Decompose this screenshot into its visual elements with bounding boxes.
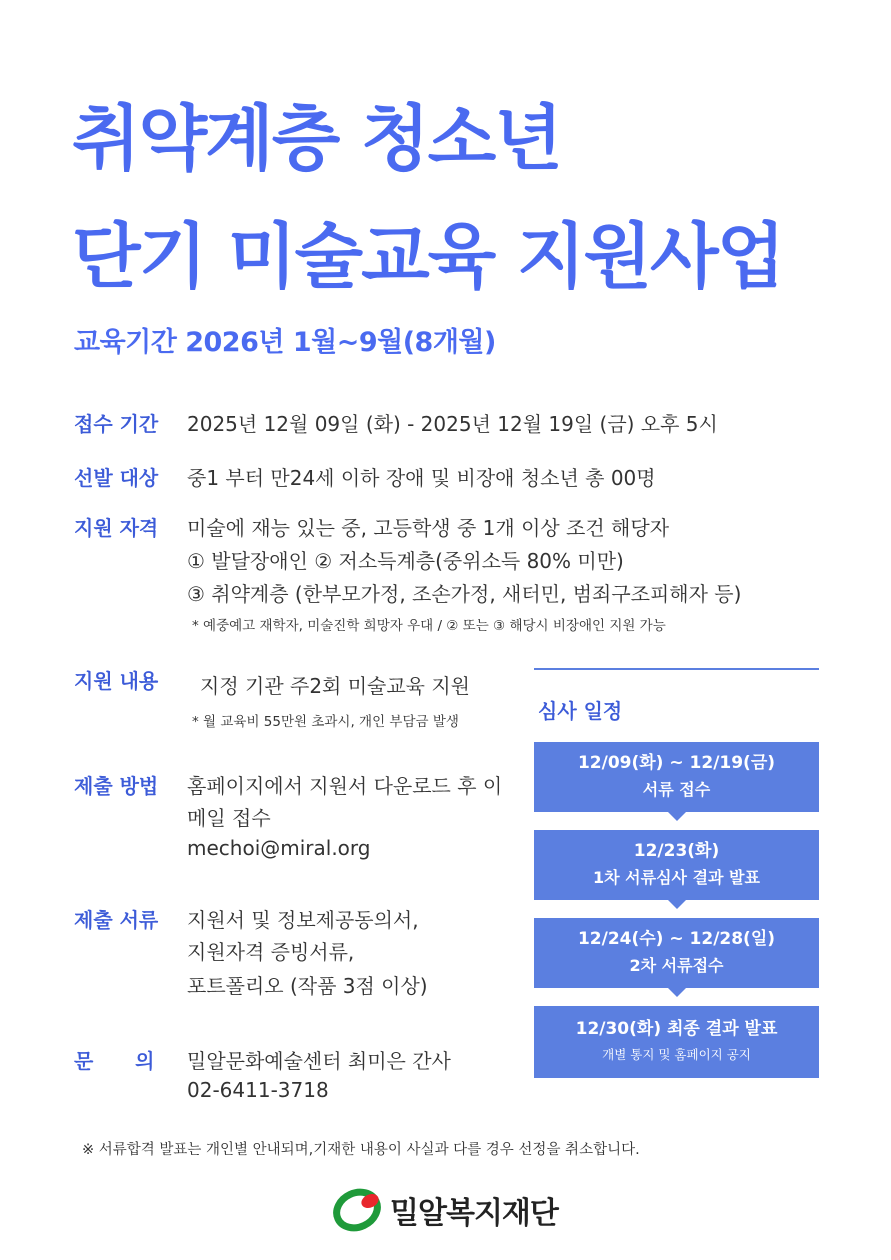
qualification-note: * 예중예고 재학자, 미술진학 희망자 우대 / ② 또는 ③ 해당시 비장애인 지원 가능 bbox=[192, 618, 666, 634]
schedule-step-4 bbox=[534, 1006, 819, 1078]
schedule-step-1 bbox=[534, 742, 819, 812]
reception-value: 2025년 12월 09일 (화) - 2025년 12월 19일 (금) 오후 5시 bbox=[187, 412, 718, 436]
method-label: 제출 방법 bbox=[74, 774, 159, 798]
content-value: 지정 기관 주2회 미술교육 지원 bbox=[200, 674, 470, 698]
schedule-step-date: 12/23(화) bbox=[633, 841, 720, 861]
arrow-down-icon bbox=[668, 812, 686, 821]
foundation-logo bbox=[332, 1188, 558, 1232]
content-label: 지원 내용 bbox=[74, 669, 159, 693]
schedule-step-date: 12/09(화) ~ 12/19(금) bbox=[577, 753, 776, 773]
method-line: 홈페이지에서 지원서 다운로드 후 이 bbox=[187, 774, 503, 798]
schedule-divider bbox=[534, 668, 819, 670]
method-line: 메일 접수 bbox=[187, 806, 271, 830]
foundation-name: 밀알복지재단 bbox=[390, 1196, 558, 1231]
schedule-step-desc: 2차 서류접수 bbox=[629, 956, 724, 975]
arrow-down-icon bbox=[668, 900, 686, 909]
target-value: 중1 부터 만24세 이하 장애 및 비장애 청소년 총 00명 bbox=[187, 466, 656, 490]
documents-line: 포트폴리오 (작품 3점 이상) bbox=[187, 974, 428, 998]
schedule-step-3 bbox=[534, 918, 819, 988]
method-email[interactable]: mechoi@miral.org bbox=[187, 836, 371, 860]
schedule-step-desc: 1차 서류심사 결과 발표 bbox=[593, 868, 760, 887]
qualification-line: 미술에 재능 있는 중, 고등학생 중 1개 이상 조건 해당자 bbox=[187, 516, 670, 540]
miral-logo-icon bbox=[332, 1188, 384, 1232]
documents-line: 지원서 및 정보제공동의서, bbox=[187, 908, 419, 932]
schedule-step-desc: 서류 접수 bbox=[642, 780, 711, 799]
target-label: 선발 대상 bbox=[74, 466, 159, 490]
arrow-down-icon bbox=[668, 988, 686, 997]
documents-line: 지원자격 증빙서류, bbox=[187, 940, 355, 964]
main-title-line2: 단기 미술교육 지원사업 bbox=[72, 215, 784, 298]
education-period: 교육기간 2026년 1월~9월(8개월) bbox=[74, 327, 496, 358]
documents-label: 제출 서류 bbox=[74, 908, 159, 932]
qualification-line: ① 발달장애인 ② 저소득계층(중위소득 80% 미만) bbox=[187, 549, 624, 573]
schedule-step-date: 12/30(화) 최종 결과 발표 bbox=[575, 1019, 778, 1039]
qualification-label: 지원 자격 bbox=[74, 516, 159, 540]
main-title-line1: 취약계층 청소년 bbox=[72, 97, 561, 180]
content-note: * 월 교육비 55만원 초과시, 개인 부담금 발생 bbox=[192, 714, 459, 730]
reception-label: 접수 기간 bbox=[74, 412, 159, 436]
schedule-title: 심사 일정 bbox=[538, 699, 623, 723]
qualification-line: ③ 취약계층 (한부모가정, 조손가정, 새터민, 범죄구조피해자 등) bbox=[187, 582, 742, 606]
contact-line: 밀알문화예술센터 최미은 간사 bbox=[187, 1049, 451, 1073]
contact-phone[interactable]: 02-6411-3718 bbox=[187, 1078, 329, 1102]
footnote: ※ 서류합격 발표는 개인별 안내되며,기재한 내용이 사실과 다를 경우 선정을 취소합니다. bbox=[82, 1142, 640, 1158]
schedule-step-2 bbox=[534, 830, 819, 900]
schedule-step-desc: 개별 통지 및 홈페이지 공지 bbox=[602, 1047, 751, 1062]
contact-label: 문 의 bbox=[74, 1049, 155, 1073]
schedule-step-date: 12/24(수) ~ 12/28(일) bbox=[577, 929, 776, 949]
